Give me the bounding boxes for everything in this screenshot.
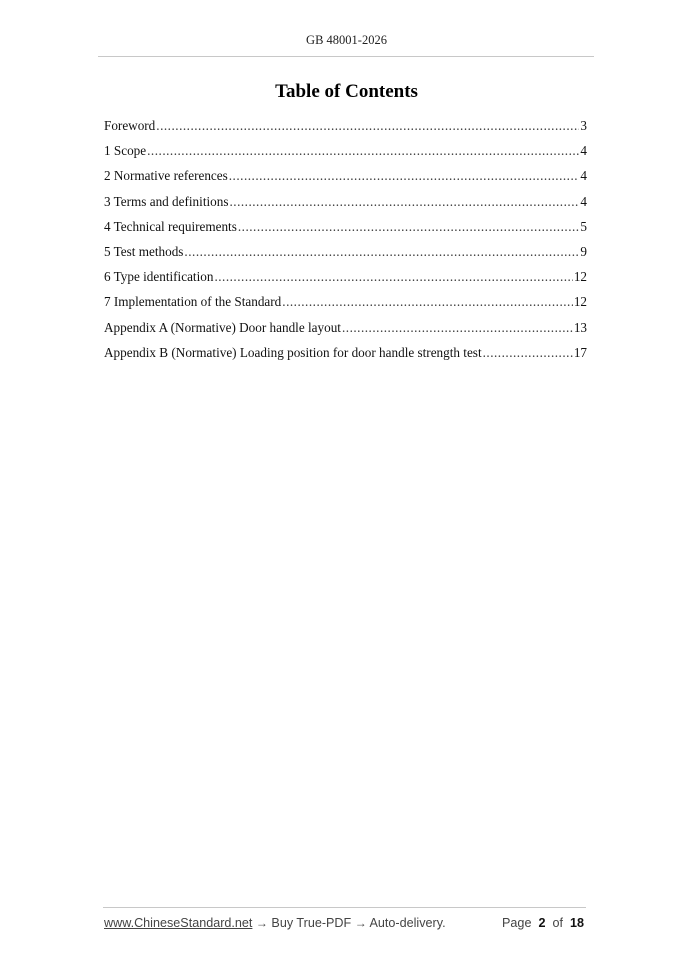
page-indicator xyxy=(502,916,584,930)
toc-entry-appendix-b[interactable] xyxy=(104,345,587,370)
toc-entry-page: 5 xyxy=(580,218,587,234)
toc-entry-page: 4 xyxy=(580,168,587,184)
toc-entry-type-identification[interactable] xyxy=(104,269,587,294)
toc-entry-test-methods[interactable] xyxy=(104,244,587,269)
total-pages-number: 18 xyxy=(569,916,584,930)
footer-buy-text: Buy True-PDF xyxy=(271,916,352,930)
dot-leader xyxy=(342,320,573,336)
toc-entry-label: 3 Terms and definitions xyxy=(104,193,229,209)
arrow-right-icon: → xyxy=(354,916,367,930)
toc-entry-label: 1 Scope xyxy=(104,143,147,159)
dot-leader xyxy=(156,118,579,134)
toc-entry-page: 4 xyxy=(580,193,587,209)
current-page-number: 2 xyxy=(538,916,546,930)
footer-divider xyxy=(103,907,586,908)
dot-leader xyxy=(229,168,580,184)
toc-entry-page: 12 xyxy=(573,269,587,285)
dot-leader xyxy=(229,194,579,210)
toc-entry-label: Foreword xyxy=(104,118,156,133)
header-divider xyxy=(98,56,594,57)
page-footer xyxy=(104,916,584,930)
toc-entry-page: 4 xyxy=(580,143,587,159)
toc-entry-label: 5 Test methods xyxy=(104,243,184,259)
dot-leader xyxy=(238,219,580,235)
dot-leader xyxy=(214,269,572,285)
toc-entry-label: 7 Implementation of the Standard xyxy=(104,294,282,310)
toc-entry-foreword[interactable] xyxy=(104,118,587,143)
toc-entry-technical-requirements[interactable] xyxy=(104,219,587,244)
of-word: of xyxy=(552,916,563,930)
toc-entry-label: Appendix B (Normative) Loading position for door handle strength test xyxy=(104,344,482,360)
toc-entry-label: Appendix A (Normative) Door handle layout xyxy=(104,319,341,335)
toc-entry-page: 3 xyxy=(580,118,587,133)
dot-leader xyxy=(483,345,573,361)
toc-entry-normative-references[interactable] xyxy=(104,168,587,193)
dot-leader xyxy=(282,294,573,310)
toc-entry-label: 2 Normative references xyxy=(104,168,228,184)
toc-entry-terms-definitions[interactable] xyxy=(104,194,587,219)
toc-entry-label: 4 Technical requirements xyxy=(104,218,237,234)
toc-entry-implementation[interactable] xyxy=(104,294,587,319)
footer-promo xyxy=(104,916,446,930)
page-word: Page xyxy=(502,916,532,930)
toc-entry-scope[interactable] xyxy=(104,143,587,168)
page-header-doc-id: GB 48001-2026 xyxy=(306,33,387,47)
dot-leader xyxy=(147,143,579,159)
toc-entry-page: 9 xyxy=(580,243,587,259)
arrow-right-icon: → xyxy=(255,916,268,930)
toc-entry-page: 13 xyxy=(573,319,587,335)
dot-leader xyxy=(184,244,579,260)
toc-entry-appendix-a[interactable] xyxy=(104,320,587,345)
toc-title: Table of Contents xyxy=(275,81,418,102)
toc-entry-label: 6 Type identification xyxy=(104,269,214,285)
toc-entry-page: 12 xyxy=(573,294,587,310)
toc-entry-page: 17 xyxy=(573,344,587,360)
footer-delivery-text: Auto-delivery. xyxy=(369,916,446,930)
table-of-contents xyxy=(104,118,587,370)
site-link[interactable]: www.ChineseStandard.net xyxy=(104,916,253,930)
